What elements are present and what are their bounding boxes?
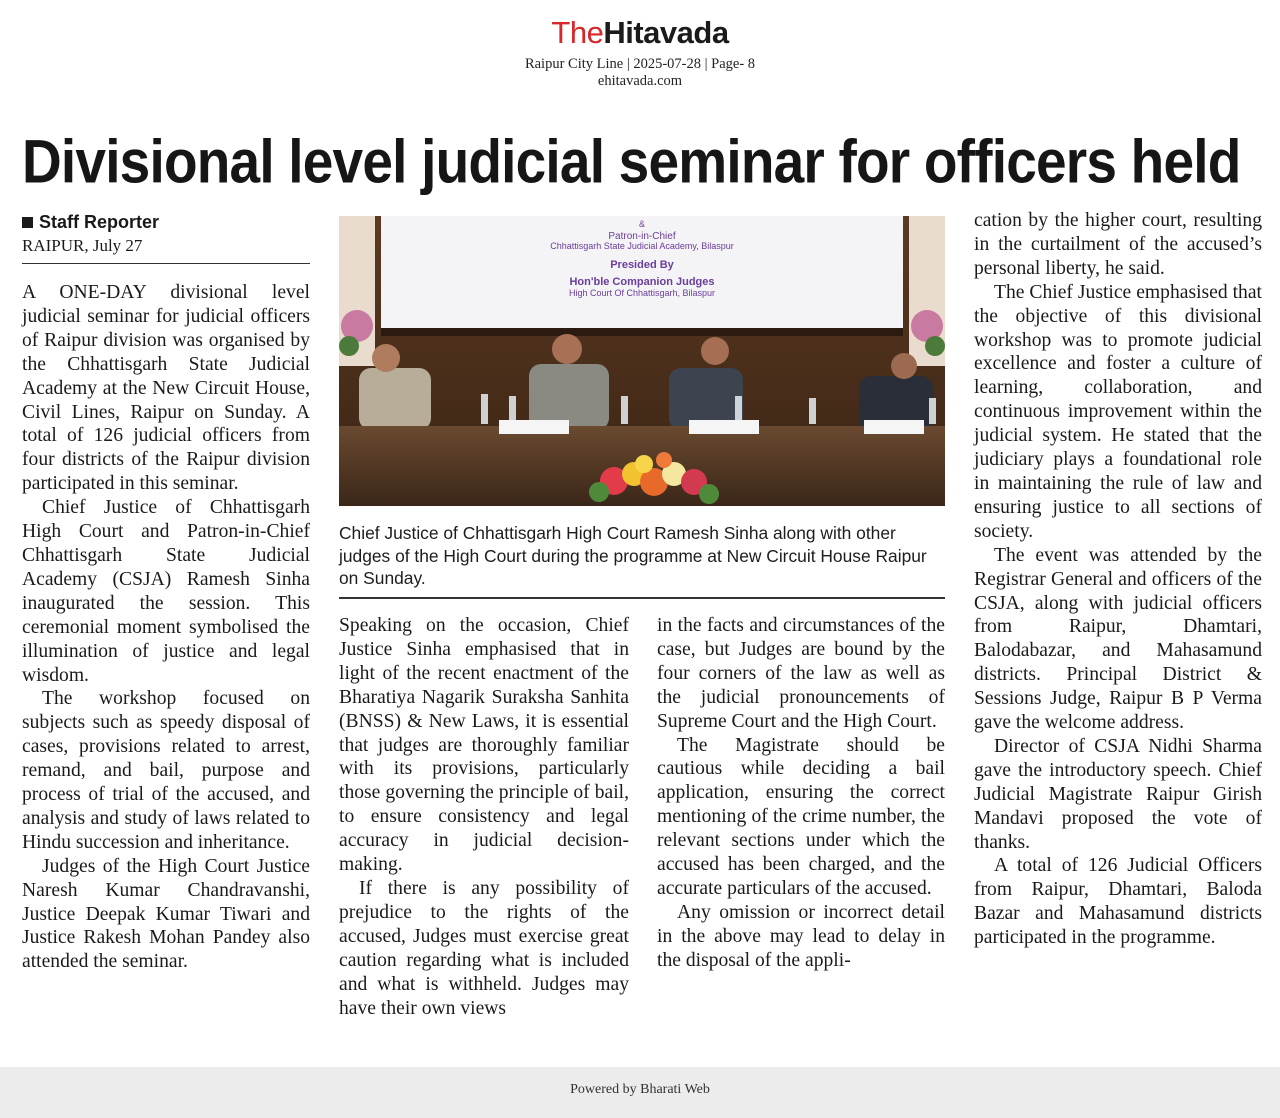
paragraph: The event was attended by the Registrar General and officers of the CSJA, along with judicial officers from Raipur, Dhamtari, Balodabazar, and Mahasamund districts. Principal District & Sessions Judge, Raipur B P Verma gave the welcome address. xyxy=(974,544,1262,734)
paragraph: Speaking on the occasion, Chief Justice Sinha emphasised that in light of the recent enactment of the Bharatiya Nagarik Suraksha Sanhita (BNSS) & New Laws, it is essential that judges are thoroughly familiar with its provisions, particularly those governing the principle of bail, to ensure consistency and legal accuracy in judicial decision-making. xyxy=(339,615,629,876)
column-2 xyxy=(339,614,629,1020)
byline-reporter: Staff Reporter xyxy=(22,210,310,234)
screen-text: Presided By xyxy=(610,259,674,271)
paragraph: Director of CSJA Nidhi Sharma gave the introductory speech. Chief Judicial Magistrate Raipur Girish Mandavi proposed the vote of thanks. xyxy=(974,735,1262,853)
paragraph: cation by the higher court, resulting in the curtailment of the accused’s personal liberty, he said. xyxy=(974,210,1262,279)
event-photo-illustration xyxy=(339,216,945,506)
screen-text: Patron-in-Chief xyxy=(608,231,676,242)
byline-block xyxy=(22,210,310,264)
caption-divider xyxy=(339,597,945,599)
paragraph: The Magistrate should be cautious while deciding a bail application, ensuring the correct mentioning of the crime number, the relevant sections under which the accused has been charged, and the accurate particulars of the accused. xyxy=(657,734,945,899)
footer xyxy=(0,1067,1280,1118)
screen-text: Chhattisgarh State Judicial Academy, Bilaspur xyxy=(550,241,734,251)
edition-line: Raipur City Line | 2025-07-28 | Page- 8 xyxy=(524,56,756,72)
screen-text: High Court Of Chhattisgarh, Bilaspur xyxy=(568,288,716,298)
screen-text: & xyxy=(638,219,646,229)
footer-credit[interactable]: Powered by Bharati Web xyxy=(570,1082,710,1097)
paragraph: A total of 126 Judicial Officers from Raipur, Dhamtari, Baloda Bazar and Mahasamund districts participated in the programme. xyxy=(974,855,1262,949)
website-link[interactable]: ehitavada.com xyxy=(597,73,683,89)
paragraph: Chief Justice of Chhattisgarh High Court and Patron-in-Chief Chhattisgarh State Judicial Academy (CSJA) Ramesh Sinha inaugurated the session. This ceremonial moment symbolised the illumination of justice and legal wisdom. xyxy=(22,497,310,686)
paragraph: The workshop focused on subjects such as speedy disposal of cases, provisions related to arrest, remand, and bail, purpose and process of trial of the accused, and analysis and study of laws related to Hindu succession and inheritance. xyxy=(22,688,310,853)
bullet-square-icon xyxy=(22,217,33,228)
paragraph: If there is any possibility of prejudice to the rights of the accused, Judges must exercise great caution regarding what is included and what is withheld. Judges may have their own views xyxy=(339,877,629,1019)
photo-caption: Chief Justice of Chhattisgarh High Court Ramesh Sinha along with other judges of the High Court during the programme at New Circuit House Raipur on Sunday. xyxy=(339,523,927,588)
paragraph: The Chief Justice emphasised that the objective of this divisional workshop was to promote judicial excellence and foster a culture of learning, collaboration, and continuous improvement within the judicial system. He stated that the judiciary plays a foundational role in maintaining the rule of law and ensuring justice to all sections of society. xyxy=(974,281,1262,542)
article-headline: Divisional level judicial seminar for officers held xyxy=(22,126,1241,196)
dateline: RAIPUR, July 27 xyxy=(22,236,143,255)
newspaper-logo[interactable]: TheHitavada xyxy=(551,15,729,50)
column-3 xyxy=(657,614,945,973)
column-4 xyxy=(974,209,1262,950)
screen-text: Hon'ble Companion Judges xyxy=(569,276,715,288)
paragraph: A ONE-DAY divisional level judicial seminar for judicial officers of Raipur division was organised by the Chhattisgarh State Judicial Academy at the New Circuit House, Civil Lines, Raipur on Sunday. A total of 126 judicial officers from four districts of the Raipur division participated in this seminar. xyxy=(22,282,310,495)
column-1 xyxy=(22,281,310,974)
article-photo[interactable] xyxy=(339,216,945,506)
paragraph: in the facts and circumstances of the case, but Judges are bound by the four corners of the law as well as the judicial pronouncements of Supreme Court and the High Court. xyxy=(657,615,945,732)
masthead xyxy=(0,14,1280,90)
paragraph: Judges of the High Court Justice Naresh Kumar Chandravanshi, Justice Deepak Kumar Tiwari and Justice Rakesh Mohan Pandey also attended the seminar. xyxy=(22,855,310,973)
byline-divider xyxy=(22,263,310,264)
paragraph: Any omission or incorrect detail in the above may lead to delay in the disposal of the appli- xyxy=(657,901,945,971)
